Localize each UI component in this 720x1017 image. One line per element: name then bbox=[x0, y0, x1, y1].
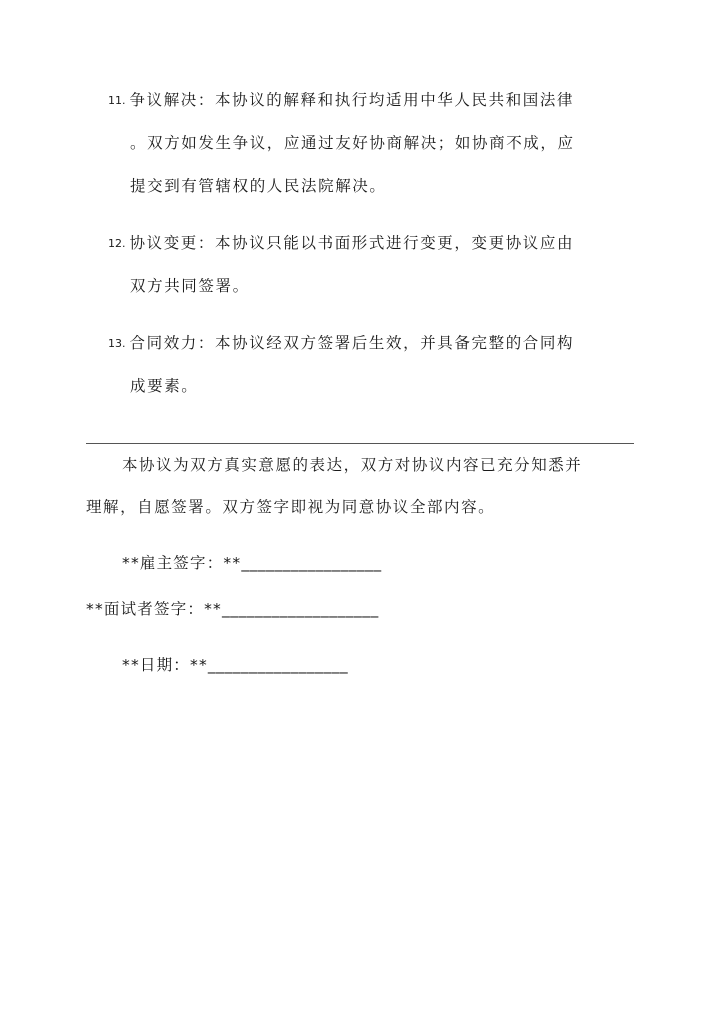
interviewee-signature-blank[interactable]: ___________________ bbox=[222, 600, 379, 618]
closing-line-1: 本协议为双方真实意愿的表达，双方对协议内容已充分知悉并 bbox=[122, 456, 583, 474]
clause-13-line-1 bbox=[108, 333, 574, 354]
clause-12-line-1 bbox=[108, 233, 574, 254]
closing-line-2: 理解，自愿签署。双方签字即视为同意协议全部内容。 bbox=[86, 498, 496, 516]
clause-12-line-2: 双方共同签署。 bbox=[130, 277, 250, 295]
clause-13-line-2: 成要素。 bbox=[130, 377, 199, 395]
employer-signature-blank[interactable]: _________________ bbox=[241, 554, 382, 572]
clause-11-line-2: 。双方如发生争议，应通过友好协商解决；如协商不成，应 bbox=[130, 134, 575, 152]
clause-11-line-3: 提交到有管辖权的人民法院解决。 bbox=[130, 177, 387, 195]
clause-12-text-1: 协议变更：本协议只能以书面形式进行变更，变更协议应由 bbox=[129, 234, 575, 252]
date-label: **日期：** bbox=[122, 656, 208, 674]
interviewee-signature-label: **面试者签字：** bbox=[86, 600, 223, 618]
employer-signature-label: **雇主签字：** bbox=[122, 554, 242, 572]
clause-11-number: 11. bbox=[108, 94, 126, 107]
clause-13-number: 13. bbox=[108, 337, 126, 350]
clause-12-number: 12. bbox=[108, 237, 126, 250]
clause-13-text-1: 合同效力：本协议经双方签署后生效，并具备完整的合同构 bbox=[129, 334, 575, 352]
date-blank[interactable]: _________________ bbox=[207, 656, 349, 674]
section-divider bbox=[86, 443, 634, 444]
date-line bbox=[122, 655, 348, 675]
interviewee-signature-line bbox=[86, 599, 379, 619]
clause-11-text-1: 争议解决：本协议的解释和执行均适用中华人民共和国法律 bbox=[129, 91, 575, 109]
employer-signature-line bbox=[122, 553, 382, 573]
clause-11-line-1 bbox=[108, 90, 574, 111]
